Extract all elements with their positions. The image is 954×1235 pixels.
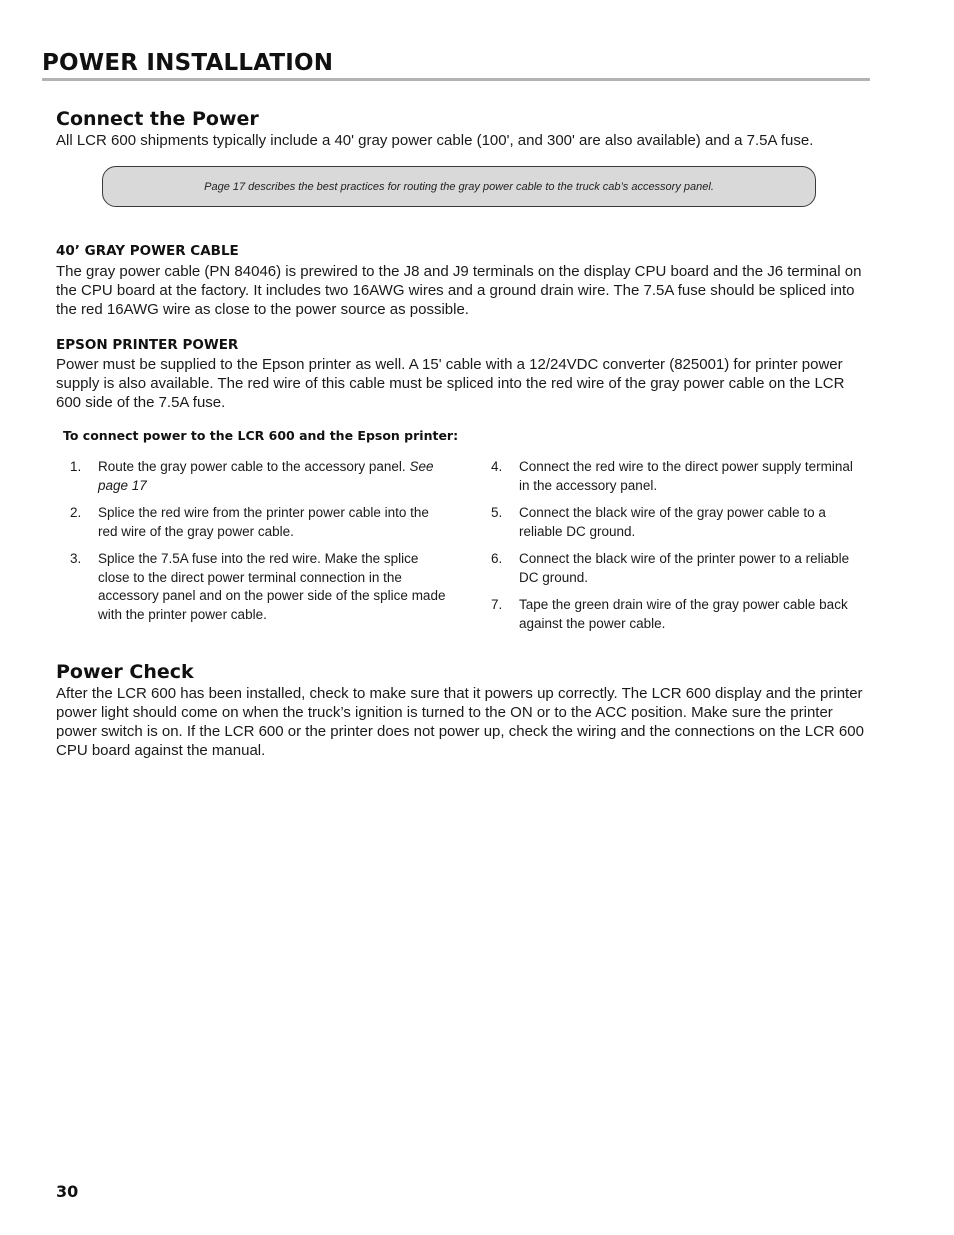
step-number: 2. bbox=[70, 505, 82, 520]
step-text: Splice the 7.5A fuse into the red wire. Make the splice close to the direct power terminal connection in the accessory panel and on the power side of the splice made with the printer power cable. bbox=[98, 551, 446, 622]
power-check-heading: Power Check bbox=[56, 661, 194, 683]
step-text: Connect the black wire of the printer power to a reliable DC ground. bbox=[519, 551, 850, 585]
epson-power-body: Power must be supplied to the Epson printer as well. A 15' cable with a 12/24VDC converter (825001) for printer power supply is also available. The red wire of this cable must be spliced into the red wire of the gray power cable on the LCR 600 side of the 7.5A fuse. bbox=[56, 356, 845, 411]
gray-cable-heading: 40’ GRAY POWER CABLE bbox=[56, 243, 239, 259]
list-item bbox=[491, 596, 866, 633]
procedure-title: To connect power to the LCR 600 and the Epson printer: bbox=[63, 428, 459, 443]
step-number: 3. bbox=[70, 551, 82, 566]
step-number: 6. bbox=[491, 551, 503, 566]
note-callout bbox=[102, 166, 816, 207]
steps-list-right bbox=[491, 458, 866, 642]
epson-power-heading: EPSON PRINTER POWER bbox=[56, 337, 239, 353]
connect-power-intro: All LCR 600 shipments typically include a 40' gray power cable (100', and 300' are also available) and a 7.5A fuse. bbox=[56, 132, 814, 149]
gray-cable-body: The gray power cable (PN 84046) is prewired to the J8 and J9 terminals on the display CPU board and the J6 terminal on the CPU board at the factory. It includes two 16AWG wires and a ground drain wire. The 7.5A fuse should be spliced into the red 16AWG wire as close to the power source as possible. bbox=[56, 263, 862, 318]
list-item bbox=[70, 458, 450, 495]
step-text: Tape the green drain wire of the gray power cable back against the power cable. bbox=[519, 597, 848, 631]
connect-power-heading: Connect the Power bbox=[56, 108, 259, 130]
step-number: 7. bbox=[491, 597, 503, 612]
list-item bbox=[491, 458, 866, 495]
steps-list-left bbox=[70, 458, 450, 633]
note-text: Page 17 describes the best practices for routing the gray power cable to the truck cab’s accessory panel. bbox=[204, 180, 714, 193]
page-reference: See page 17 bbox=[98, 459, 434, 493]
list-item bbox=[70, 550, 450, 624]
step-number: 5. bbox=[491, 505, 503, 520]
list-item bbox=[491, 550, 866, 587]
page-number: 30 bbox=[56, 1182, 79, 1201]
list-item bbox=[491, 504, 866, 541]
step-number: 1. bbox=[70, 459, 82, 474]
power-check-body: After the LCR 600 has been installed, check to make sure that it powers up correctly. The LCR 600 display and the printer power light should come on when the truck’s ignition is turned to the ON or to the ACC position. Make sure the printer power switch is on. If the LCR 600 or the printer does not power up, check the wiring and the connections on the LCR 600 CPU board against the manual. bbox=[56, 685, 864, 759]
step-text: Connect the black wire of the gray power cable to a reliable DC ground. bbox=[519, 505, 826, 539]
step-text: Route the gray power cable to the accessory panel. bbox=[98, 459, 410, 474]
step-text: Splice the red wire from the printer power cable into the red wire of the gray power cable. bbox=[98, 505, 429, 539]
list-item bbox=[70, 504, 450, 541]
step-text: Connect the red wire to the direct power supply terminal in the accessory panel. bbox=[519, 459, 853, 493]
page-title: POWER INSTALLATION bbox=[42, 50, 870, 81]
step-number: 4. bbox=[491, 459, 503, 474]
